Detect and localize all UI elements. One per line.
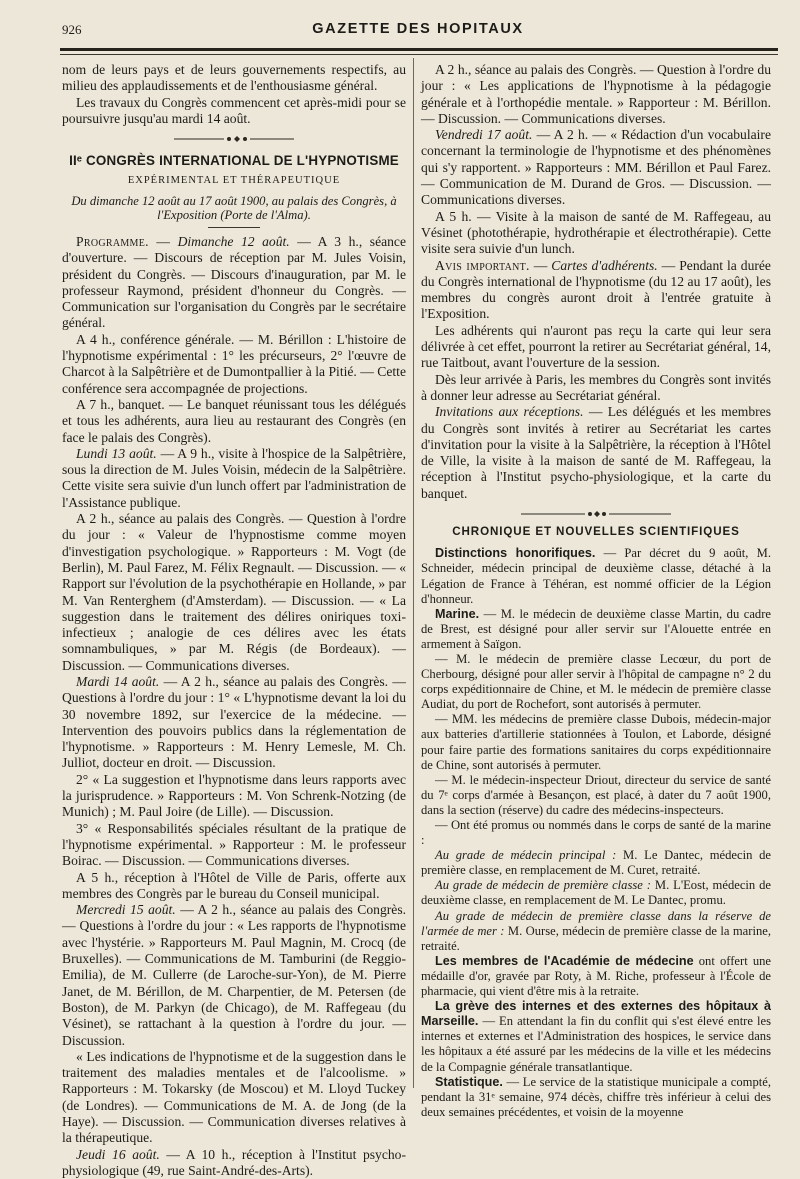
paragraph-text: — A 2 h. — « Rédaction d'un vocabulaire concernant la terminologie de l'hypnotisme et des phénomènes qui s'y rapportent. » Rapporteurs : MM. Bérillon et Paul Farez. — Communication de M. Durand de Gros. — Discussion. — Communications diverses. <box>421 127 771 208</box>
column-divider <box>413 58 414 1088</box>
paragraph-text: — Par décret du 9 août, M. Schneider, médecin principal de deuxième classe, détaché à la Légation de France à Téhéran, est nommé officier de la Légion d'honneur. <box>421 546 771 606</box>
chronique-grade: Au grade de médecin de première classe : <box>435 878 651 893</box>
header-rule-thick <box>60 48 778 51</box>
chronique-paragraph <box>421 773 771 818</box>
chronique-body <box>421 546 771 1120</box>
program-paragraph <box>62 397 406 446</box>
right-column <box>421 62 771 1120</box>
program-paragraph <box>62 446 406 511</box>
left-program <box>62 234 406 1179</box>
journal-title: GAZETTE DES HOPITAUX <box>312 21 524 37</box>
paragraph-text: 2° « La suggestion et l'hypnotisme dans leurs rapports avec la jurisprudence. » Rapporteurs : M. Von Schrenk-Notzing (de Munich) ; M. Paul Joire (de Lille). — Discussion. <box>62 771 406 820</box>
chronique-heading: Les membres de l'Académie de médecine <box>435 953 694 968</box>
intro-paragraph: nom de leurs pays et de leurs gouvernements respectifs, au milieu des applaudissements et de l'enthousiasme général. <box>62 62 406 94</box>
paragraph-text: — M. le médecin de première classe Lecœur, du port de Cherbourg, désigné pour aller servir à l'hôpital de campagne n° 2 du corps expéditionnaire de Chine, et M. le médecin de première classe Audiat, du port de Rochefort, sont autorisés à permuter. <box>421 651 771 712</box>
paragraph-date: Lundi 13 août. <box>76 445 157 461</box>
chronique-paragraph <box>421 652 771 712</box>
paragraph-text: — Le service de la statistique municipale a compté, pendant la 31ᵉ semaine, 974 décès, chiffre très inférieur à celui des deux semaines précédentes, et voisin de la moyenne <box>421 1074 771 1119</box>
paragraph-text: 3° « Responsabilités spéciales résultant de la pratique de l'hypnotisme expérimental. » Rapporteur : M. le professeur Boirac. — Discussion. — Communications diverses. <box>62 820 406 869</box>
paragraph-text: — Pendant la durée du Congrès international de l'hypnotisme (du 12 au 17 août), les membres du congrès auront droit à l'entrée gratuite à l'Exposition. <box>421 257 771 322</box>
program-paragraph <box>62 1049 406 1147</box>
paragraph-date: Mardi 14 août. <box>76 673 160 689</box>
program-paragraph <box>421 62 771 127</box>
chronique-paragraph <box>421 878 771 908</box>
paragraph-text: A 2 h., séance au palais des Congrès. — Question à l'ordre du jour : « Les applications de l'hypnotisme à la pédagogie générale et à l'orthopédie mentale. » Rapporteur : M. Bérillon. — Discussion. — Communications diverses. <box>421 62 771 126</box>
paragraph-text: A 5 h., réception à l'Hôtel de Ville de Paris, offerte aux membres des Congrès par le bureau du Conseil municipal. <box>62 869 406 901</box>
right-program <box>421 62 771 502</box>
paragraph-text: — MM. les médecins de première classe Dubois, médecin-major aux batteries d'artillerie stationnées à Toulon, et Laborde, désigné pour faire partie des formations sanitaires du corps expéditionnaire de Chine, sont autorisés à permuter. <box>421 712 771 772</box>
paragraph-text: — A 10 h., réception à l'Institut psycho-physiologique (49, rue Saint-André-des-Arts). <box>62 1146 406 1178</box>
paragraph-text: A 7 h., banquet. — Le banquet réunissant tous les délégués et tous les adhérents, aura lieu au restaurant des Congrès (en face le palais des Congrès). <box>62 396 406 445</box>
paragraph-text: — En attendant la fin du conflit qui s'est élevé entre les internes et externes et l'Administration des hospices, le service dans les hôpitaux a été assuré par les médecins de la ville et les médecins de la Compagnie générale transatlantique. <box>421 1014 771 1074</box>
chronique-paragraph <box>421 712 771 772</box>
page-header <box>62 22 774 42</box>
paragraph-text: Dès leur arrivée à Paris, les membres du Congrès sont invités à donner leur adresse au Secrétariat général. <box>421 371 771 403</box>
program-paragraph <box>62 772 406 821</box>
paragraph-date: Invitations aux réceptions. <box>435 404 584 420</box>
program-paragraph <box>421 323 771 372</box>
paragraph-text: ont offert une médaille d'or, gravée par Roty, à M. Riche, professeur à l'École de pharmacie, qui vient d'être mis à la retraite. <box>421 953 772 999</box>
congress-dates: Du dimanche 12 août au 17 août 1900, au palais des Congrès, à l'Exposition (Porte de l'Alma). <box>71 193 397 223</box>
program-paragraph <box>62 870 406 903</box>
chronique-grade: Au grade de médecin principal : <box>435 848 617 863</box>
program-paragraph <box>421 127 771 208</box>
paragraph-text: — M. le médecin-inspecteur Driout, directeur du service de santé du 7ᵉ corps d'armée à Besançon, est placé, à dater du 7 août 1900, dans la section (réserve) du cadre des médecins-inspecteurs. <box>421 772 771 817</box>
congress-subtitle: EXPÉRIMENTAL ET THÉRAPEUTIQUE <box>127 175 341 187</box>
left-column <box>62 62 406 1179</box>
paragraph-text: — A 3 h., séance d'ouverture. — Discours de réception par M. Jules Voisin, président du Congrès. — Discours d'inauguration, par M. le professeur Raymond, président d'honneur du Congrès. — Communication sur l'organisation du Congrès par le secrétaire général. <box>62 233 406 331</box>
program-paragraph <box>62 821 406 870</box>
intro-paragraph: Les travaux du Congrès commencent cet après-midi pour se poursuivre jusqu'au mardi 14 août. <box>62 94 406 126</box>
program-paragraph <box>62 511 406 674</box>
chronique-heading: La grève des internes et des externes des hôpitaux à Marseille. <box>421 999 771 1029</box>
paragraph-text: — Ont été promus ou nommés dans le corps de santé de la marine : <box>421 818 771 848</box>
paragraph-text: A 5 h. — Visite à la maison de santé de M. Raffegeau, au Vésinet (photothérapie, hydrothérapie et électrothérapie). Cette visite sera suivie d'un lunch. <box>421 208 771 257</box>
ornament-divider <box>62 135 406 143</box>
program-paragraph <box>62 674 406 772</box>
chronique-paragraph <box>421 818 771 848</box>
paragraph-text: « Les indications de l'hypnotisme et de la suggestion dans le traitement des maladies mentales et de l'alcoolisme. » Rapporteurs : M. Tokarsky (de Moscou) et M. Lloyd Tuckey (de Londres). — Communications de M. A. de Jong (de la Haye). — Discussion. — Communication diverses relatives à la thérapeutique. <box>62 1048 406 1146</box>
chronique-paragraph <box>421 848 771 878</box>
paragraph-date: Mercredi 15 août. <box>76 902 176 918</box>
program-paragraph <box>421 372 771 405</box>
chronique-grade: Au grade de médecin de première classe dans la réserve de l'armée de mer : <box>421 908 771 938</box>
chronique-paragraph <box>421 1075 771 1120</box>
page-number: 926 <box>62 22 82 37</box>
paragraph-date: Cartes d'adhérents. <box>551 257 658 273</box>
chronique-heading: Distinctions honorifiques. <box>435 546 596 561</box>
congress-title: IIᵉ CONGRÈS INTERNATIONAL DE L'HYPNOTISME <box>69 153 399 169</box>
program-paragraph: Programme. — Dimanche 12 août. — A 3 h., séance d'ouverture. — Discours de réception par M. Jules Voisin, président du Congrès. — Discours d'inauguration, par M. le professeur Raymond, président d'honneur du Congrès. — Communication sur l'organisation du Congrès par le secrétaire général. <box>62 233 406 331</box>
paragraph-date: Jeudi 16 août. <box>76 1146 160 1162</box>
paragraph-date: Vendredi 17 août. <box>435 127 533 143</box>
program-paragraph: Avis important. — Cartes d'adhérents. — Pendant la durée du Congrès international de l'hypnotisme (du 12 au 17 août), les membres du congrès auront droit à l'entrée gratuite à l'Exposition. <box>421 257 771 322</box>
program-paragraph <box>62 1147 406 1179</box>
paragraph-text: — A 2 h., séance au palais des Congrès. — Questions à l'ordre du jour : « Les rapports de l'hypnotisme avec l'hystérie. » Rapporteurs M. Paul Magnin, M. Crocq (de Bruxelles). — Communications de M. Tamburini (de Reggio-Emilia), de M. Cullerre (de Laroche-sur-Yon), de M. Pierre Janet, de M. Bérillon, de M. Charpentier, de M. Petersen (de Boston), de M. Parkyn (de Chicago), de M. Raffegeau (du Vésinet), se rattachant à la question à l'ordre du jour. — Discussion. <box>62 902 407 1048</box>
paragraph-text: A 2 h., séance au palais des Congrès. — Question à l'ordre du jour : « Valeur de l'hypnostisme comme moyen d'investigation psychologique. » Rapporteurs : M. Vogt (de Berlin), M. Paul Farez, M. Félix Regnault. — Discussion. — « Rapport sur l'évolution de la psychothérapie en Hollande, » par M. Van Renterghem (d'Amsterdam). — Discussion. — « La suggestion dans le traitement des délires oniriques toxi-infectieux ; analogie de ces délires avec les états somnambuliques, » par M. Régis (de Bordeaux). — Discussion. — Communications diverses. <box>62 511 406 673</box>
program-paragraph <box>421 404 771 502</box>
paragraph-text: M. Ourse, médecin de première classe de la marine, retraité. <box>421 923 771 953</box>
chronique-title: CHRONIQUE ET NOUVELLES SCIENTIFIQUES <box>452 525 740 539</box>
paragraph-lead: Programme. <box>76 233 149 249</box>
paragraph-text: M. L'Eost, médecin de deuxième classe, en remplacement de M. Le Dantec, promu. <box>421 878 772 908</box>
chronique-paragraph <box>421 607 771 652</box>
chronique-paragraph <box>421 954 771 999</box>
chronique-heading: Marine. <box>435 606 480 621</box>
paragraph-lead: Avis important. <box>435 257 530 273</box>
paragraph-text: — M. le médecin de deuxième classe Martin, du cadre de Brest, est désigné pour aller servir sur l'Alouette entrée en armement à Saïgon. <box>421 606 771 651</box>
paragraph-text: — A 9 h., visite à l'hospice de la Salpêtrière, sous la direction de M. Jules Voisin, médecin de la Salpêtrière. Cette visite sera suivie d'un lunch offert par l'administration de l'Assistance publique. <box>62 445 406 510</box>
ornament-divider <box>421 510 771 518</box>
header-rule-thin <box>60 54 778 55</box>
paragraph-text: M. Le Dantec, médecin de première classe, en remplacement de M. Curet, retraité. <box>421 848 771 878</box>
chronique-paragraph <box>421 909 771 954</box>
program-paragraph <box>62 902 406 1049</box>
chronique-heading: Statistique. <box>435 1074 503 1089</box>
paragraph-text: — A 2 h., séance au palais des Congrès. — Questions à l'ordre du jour : 1° « L'hypnotisme devant la loi du 30 novembre 1892, sur l'exercice de la médecine. — Intervention des pouvoirs publics dans la réglementation de l'hypnotisme. » Rapporteurs : M. Henry Lemesle, M. Ch. Julliot, docteur en droit. — Discussion. <box>62 673 407 771</box>
chronique-paragraph <box>421 999 771 1074</box>
program-paragraph <box>62 332 406 397</box>
paragraph-text: — Les délégués et les membres du Congrès sont invités à retirer au Secrétariat les cartes d'invitation pour la visite à la Salpêtrière, la réception à l'Hôtel de Ville, la visite à la maison de santé de M. Raffegeau, la réception à l'Institut psycho-physiologique, et la carte du banquet. <box>421 404 772 501</box>
program-paragraph <box>421 209 771 258</box>
chronique-paragraph <box>421 546 771 606</box>
paragraph-text: Les adhérents qui n'auront pas reçu la carte qui leur sera délivrée à cet effet, pourront la retirer au Secrétariat général, 14, rue Taitbout, avant l'ouverture de la session. <box>421 322 771 371</box>
paragraph-text: A 4 h., conférence générale. — M. Bérillon : L'histoire de l'hypnotisme expérimental : 1° les précurseurs, 2° l'œuvre de Charcot à la Salpêtrière et de Dumontpallier à la Pitié. — Cette conférence sera accompagnée de projections. <box>62 331 406 396</box>
short-rule <box>208 227 260 228</box>
paragraph-date: Dimanche 12 août. <box>177 233 290 249</box>
